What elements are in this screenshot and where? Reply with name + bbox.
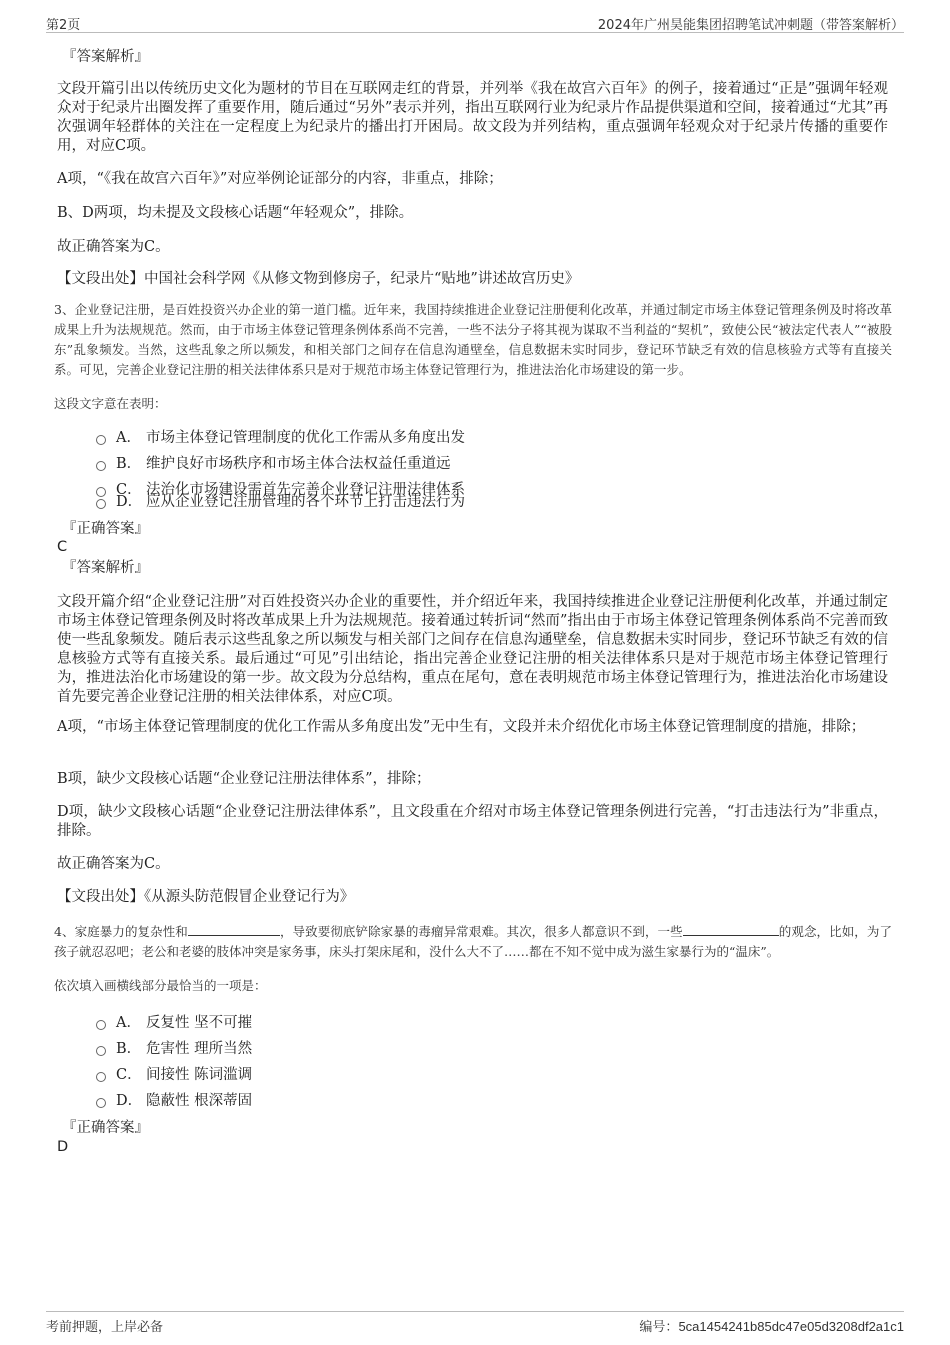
q4-option-c[interactable]: C． 间接性 陈词滥调 (96, 1066, 252, 1084)
q2-line-bd: B、D两项，均未提及文段核心话题“年轻观众”，排除。 (57, 205, 414, 221)
page-number: 第2页 (46, 18, 81, 33)
document-code: 编号：5ca1454241b85dc47e05d3208df2a1c1 (639, 1319, 904, 1335)
q3-prompt: 这段文字意在表明： (54, 396, 167, 411)
q3-option-b[interactable]: B． 维护良好市场秩序和市场主体合法权益任重道远 (96, 455, 451, 473)
radio-button[interactable] (96, 1098, 106, 1108)
q3-option-a-text: 市场主体登记管理制度的优化工作需从多角度出发 (146, 430, 465, 446)
q4-stem: 4、家庭暴力的复杂性和 ，导致要彻底铲除家暴的毒瘤异常艰难。其次，很多人都意识不到，一些 的观念，比如，为了孩子就忍忍吧；老公和老婆的肢体冲突是家务事，床头打架床尾和，没什么大不了……都在不知不觉中成为滋生家暴行为的“温床”。 (54, 924, 892, 959)
q3-line-b: B项，缺少文段核心话题“企业登记注册法律体系”，排除； (57, 771, 431, 787)
q3-analysis-label: 『答案解析』 (62, 560, 149, 576)
q4-answer-label: 『正确答案』 (62, 1120, 149, 1136)
q3-option-c[interactable]: C． 法治化市场建设需首先完善企业登记注册法律体系 (96, 481, 465, 499)
q3-line-a: A项，“市场主体登记管理制度的优化工作需从多角度出发”无中生有，文段并未介绍优化市场主体登记管理制度的措施，排除； (57, 719, 866, 735)
radio-button[interactable] (96, 499, 106, 509)
q3-answer: C (57, 539, 68, 555)
q4-prompt: 依次填入画横线部分最恰当的一项是： (54, 978, 267, 993)
page-footer (46, 1311, 904, 1336)
radio-button[interactable] (96, 1020, 106, 1030)
q2-source-label: 【文段出处】 (57, 271, 144, 287)
q3-source-text: 《从源头防范假冒企业登记行为》 (144, 889, 355, 905)
q4-option-a-text: 反复性 坚不可摧 (146, 1015, 253, 1031)
q3-option-c-text: 法治化市场建设需首先完善企业登记注册法律体系 (146, 482, 465, 498)
q4-option-d-text: 隐蔽性 根深蒂固 (146, 1093, 253, 1109)
q4-option-a[interactable]: A． 反复性 坚不可摧 (96, 1014, 252, 1032)
q3-source (57, 888, 890, 907)
radio-button[interactable] (96, 1072, 106, 1082)
q4-answer: D (57, 1139, 69, 1155)
page-header (46, 10, 904, 33)
q3-analysis-text: 文段开篇介绍“企业登记注册”对百姓投资兴办企业的重要性，并介绍近年来，我国持续推进企业登记注册便利化改革，并通过制定市场主体登记管理条例及时将改革成果上升为法规规范。接着通过转折词“然而”指出由于市场主体登记管理条例体系尚不完善而致使一些乱象频发。随后表示这些乱象之所以频发与相关部门之间存在信息沟通壁垒，信息数据未实时同步，登记环节缺乏有效的信息核验方式等有直接关系。最后通过“可见”引出结论，指出完善企业登记注册的相关法律体系只是对于规范市场主体登记管理行为，推进法治化市场建设的第一步。故文段为分总结构，重点在尾句，意在表明规范市场主体登记管理行为，推进法治化市场建设首先要完善企业登记注册的相关法律体系，对应C项。 (57, 594, 888, 705)
q4-option-d[interactable]: D． 隐蔽性 根深蒂固 (96, 1092, 252, 1110)
footer-slogan: 考前押题，上岸必备 (46, 1320, 164, 1335)
document-title: 2024年广州昊能集团招聘笔试冲刺题（带答案解析） (597, 18, 904, 33)
q3-option-d[interactable]: D． 应从企业登记注册管理的各个环节上打击违法行为 (96, 493, 465, 511)
radio-button[interactable] (96, 435, 106, 445)
q3-source-label: 【文段出处】 (57, 889, 144, 905)
q4-option-b[interactable]: B． 危害性 理所当然 (96, 1040, 252, 1058)
q2-analysis-label: 『答案解析』 (62, 49, 149, 65)
fill-blank-1 (188, 923, 280, 936)
q2-source-text: 中国社会科学网《从修文物到修房子，纪录片“贴地”讲述故宫历史》 (144, 271, 580, 287)
q4-option-b-text: 危害性 理所当然 (146, 1041, 253, 1057)
q3-stem: 3、企业登记注册，是百姓投资兴办企业的第一道门槛。近年来，我国持续推进企业登记注册便利化改革，并通过制定市场主体登记管理条例及时将改革成果上升为法规规范。然而，由于市场主体登记管理条例体系尚不完善，一些不法分子将其视为谋取不当利益的“契机”，致使公民“被法定代表人”“被股东”乱象频发。当然，这些乱象之所以频发，和相关部门之间存在信息沟通壁垒，信息数据未实时同步，登记环节缺乏有效的信息核验方式等有直接关系。可见，完善企业登记注册的相关法律体系只是对于规范市场主体登记管理行为，推进法治化市场建设的第一步。 (54, 302, 892, 377)
q3-option-d-text: 应从企业登记注册管理的各个环节上打击违法行为 (146, 494, 465, 510)
fill-blank-2 (683, 923, 779, 936)
q3-line-d: D项，缺少文段核心话题“企业登记注册法律体系”，且文段重在介绍对市场主体登记管理条例进行完善，“打击违法行为”非重点，排除。 (57, 804, 888, 839)
q2-line-a: A项，“《我在故宫六百年》”对应举例论证部分的内容，非重点，排除； (57, 171, 503, 187)
q3-conclusion: 故正确答案为C。 (57, 856, 170, 872)
radio-button[interactable] (96, 1046, 106, 1056)
radio-button[interactable] (96, 461, 106, 471)
q2-analysis-text: 文段开篇引出以传统历史文化为题材的节目在互联网走红的背景，并列举《我在故宫六百年》的例子，接着通过“正是”强调年轻观众对于纪录片出圈发挥了重要作用，随后通过“另外”表示并列，指出互联网行业为纪录片作品提供渠道和空间，接着通过“尤其”再次强调年轻群体的关注在一定程度上为纪录片的播出打开困局。故文段为并列结构，重点强调年轻观众对于纪录片传播的重要作用，对应C项。 (57, 81, 888, 154)
q2-source (57, 270, 890, 289)
q3-option-b-text: 维护良好市场秩序和市场主体合法权益任重道远 (146, 456, 451, 472)
q3-option-a[interactable]: A． 市场主体登记管理制度的优化工作需从多角度出发 (96, 429, 465, 447)
q3-answer-label: 『正确答案』 (62, 521, 149, 537)
q4-option-c-text: 间接性 陈词滥调 (146, 1067, 253, 1083)
q2-conclusion: 故正确答案为C。 (57, 239, 170, 255)
